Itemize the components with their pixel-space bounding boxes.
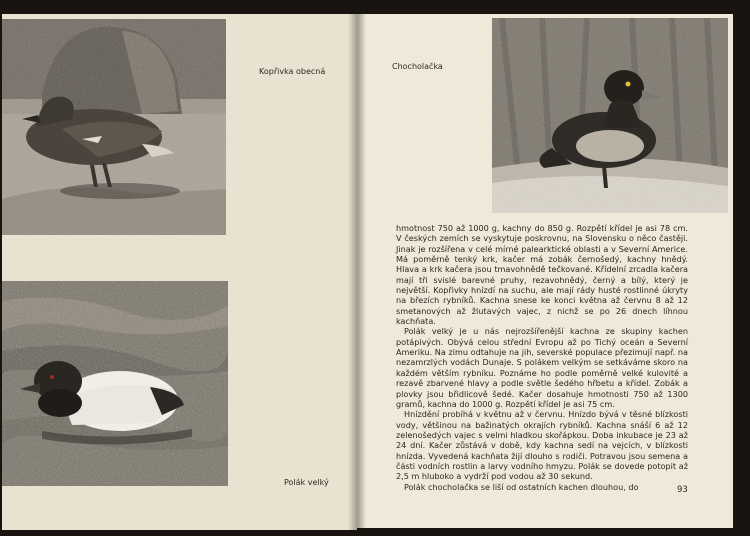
paragraph-chocholacka: Polák chocholačka se liší od ostatních kachen dlouhou, do <box>404 481 639 492</box>
paragraph-koprivka: hmotnost 750 až 1000 g, kachny do 850 g. Rozpětí křídel je asi 78 cm. V českých zemích se vyskytuje poskrovnu, na Slovensku o něco častěji. Jinak je rozšířena v celé mírné palearktické oblasti a v Severní Americe. Má poměrně tenký krk, kačer má zobák černošedý, kachny hnědý. Hlava a krk kačera jsou tmavohnědě tečkované. Křídelní zrcadla kačera mají tři svislé barevné pruhy, rezavohnědý, černý a bílý, který je největší. Kopřivky hnízdí na suchu, ale mají rády husté rostlinné úkryty na březích rybníků. Kachna snese ke konci května až červnu 8 až 12 smetanových až žlutavých vajec, z nichž se po 26 dnech líhnou kachňata. <box>396 223 688 327</box>
photo-chocholacka <box>492 18 728 213</box>
paragraph-hnizdeni: Hnízdění probíhá v květnu až v červnu. Hnízdo bývá v těsné blízkosti vody, většinou na bažinatých okrajích rybníků. Kachna snáší 6 až 12 zelenošedých vajec s velmi hladkou skořápkou. Doba inkubace je 23 až 24 dní. Kačer zůstává v době, kdy kachna sedí na vejcích, v blízkosti hnízda. Vyvedená kachňata žijí dlouho s rodiči. Potravou jsou semena a části vodních rostlin a larvy vodního hmyzu. Polák se dovede potopit až 2,5 m hluboko a vydrží pod vodou až 30 sekund. <box>396 409 688 482</box>
body-text <box>396 223 688 492</box>
page-number: 93 <box>677 485 688 495</box>
paragraph-polak-velky: Polák velký je u nás nejrozšířenější kachna ze skupiny kachen potápivých. Obývá celou střední Evropu až po Tichý oceán a Severní Ameriku. Na zimu odtahuje na jih, severské populace přezimují např. na nezamrzlých vodách Dunaje. S polákem velkým se setkáváme skoro na každém větším rybníku. Poznáme ho podle poměrně velké kulovité a rezavě zbarvené hlavy a podle světle šedého hřbetu a křídel. Zobák a plovky jsou břidlicově šedé. Kačer dosahuje hmotnosti 750 až 1300 gramů, kachna do 1000 g. Rozpětí křídel je asi 75 cm. <box>396 326 688 409</box>
book-gutter <box>348 14 366 530</box>
caption-polak-velky: Polák velký <box>284 478 329 487</box>
caption-koprivka: Kopřivka obecná <box>259 67 326 76</box>
caption-chocholacka: Chocholačka <box>392 62 443 71</box>
photo-polak-velky <box>2 281 228 486</box>
photo-koprivka <box>2 19 226 235</box>
